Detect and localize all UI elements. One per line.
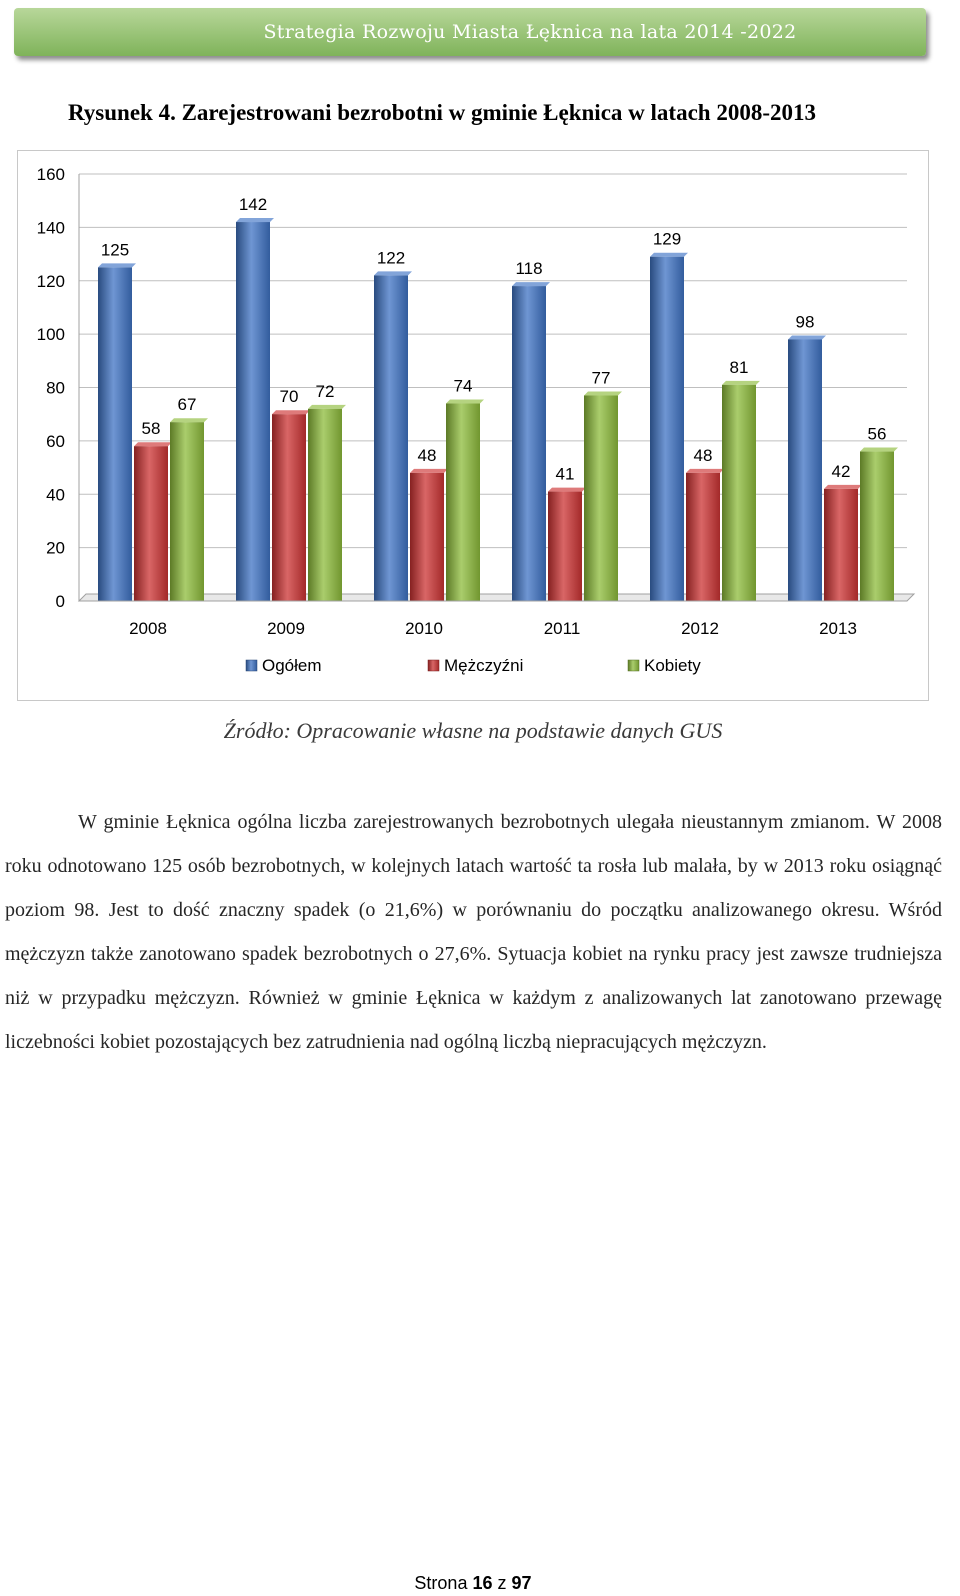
- legend-label: Kobiety: [644, 656, 701, 675]
- bar-kobiety-top: [308, 405, 346, 409]
- x-tick-label: 2008: [129, 619, 167, 638]
- footer-total-pages: 97: [511, 1573, 532, 1593]
- bar-kobiety-top: [860, 448, 898, 452]
- page-footer: [0, 1573, 946, 1594]
- data-label: 42: [831, 461, 851, 481]
- footer-prefix: Strona: [414, 1573, 468, 1593]
- legend-swatch: [246, 660, 257, 671]
- legend-swatch: [428, 660, 439, 671]
- bar-ogolem-top: [650, 253, 688, 257]
- legend-label: Mężczyźni: [444, 656, 524, 675]
- chart-frame: [17, 150, 929, 701]
- bar-ogolem-top: [374, 271, 412, 275]
- data-label: 98: [795, 312, 815, 332]
- y-tick-label: 60: [46, 431, 65, 451]
- bar-ogolem: [512, 286, 546, 601]
- data-label: 48: [693, 445, 713, 465]
- bar-kobiety-top: [170, 418, 208, 422]
- bar-kobiety: [584, 396, 618, 601]
- bar-ogolem: [650, 257, 684, 601]
- x-tick-label: 2013: [819, 619, 857, 638]
- data-label: 72: [315, 381, 335, 401]
- figure-source: Źródło: Opracowanie własne na podstawie danych GUS: [223, 718, 723, 743]
- bar-kobiety: [308, 409, 342, 601]
- bar-ogolem: [98, 267, 132, 601]
- data-label: 67: [177, 395, 197, 415]
- bar-mezczyzni: [410, 473, 444, 601]
- bar-mezczyzni: [686, 473, 720, 601]
- x-tick-label: 2011: [543, 619, 581, 638]
- bar-ogolem: [374, 275, 408, 601]
- data-label: 81: [729, 357, 749, 377]
- footer-separator: z: [497, 1573, 507, 1593]
- bar-mezczyzni: [134, 446, 168, 601]
- y-tick-label: 20: [46, 538, 65, 558]
- bar-ogolem-top: [236, 218, 274, 222]
- y-tick-label: 160: [36, 165, 65, 184]
- bar-kobiety-top: [722, 381, 760, 385]
- data-label: 122: [376, 248, 406, 268]
- bar-mezczyzni-top: [410, 469, 448, 473]
- bar-kobiety: [446, 404, 480, 601]
- y-tick-label: 0: [55, 592, 65, 611]
- bar-mezczyzni-top: [272, 410, 310, 414]
- footer-page-number: 16: [472, 1573, 493, 1593]
- y-tick-label: 40: [46, 485, 65, 505]
- data-label: 118: [515, 259, 543, 279]
- bar-mezczyzni-top: [134, 442, 172, 446]
- legend-label: Ogółem: [262, 656, 322, 675]
- x-tick-label: 2010: [405, 619, 443, 638]
- bar-kobiety: [170, 422, 204, 601]
- bar-ogolem: [788, 339, 822, 601]
- data-label: 77: [591, 368, 611, 388]
- bar-mezczyzni-top: [686, 469, 724, 473]
- bar-chart: [18, 151, 928, 700]
- header-title: Strategia Rozwoju Miasta Łęknica na lata 2014 -2022: [263, 21, 797, 43]
- data-label: 58: [141, 419, 161, 439]
- body-paragraph: [5, 800, 942, 1064]
- bar-kobiety: [860, 452, 894, 601]
- bar-ogolem-top: [98, 263, 136, 267]
- data-label: 56: [867, 424, 887, 444]
- body-paragraph-text: W gminie Łęknica ogólna liczba zarejestrowanych bezrobotnych ulegała nieustannym zmianom. W 2008 roku odnotowano 125 osób bezrobotnych, w kolejnych latach wartość ta rosła lub malała, by w 2013 roku osiągnąć poziom 98. Jest to dość znaczny spadek (o 21,6%) w porównaniu do początku analizowanego okresu. Wśród mężczyzn także zanotowano spadek bezrobotnych o 27,6%. Sytuacja kobiet na rynku pracy jest zawsze trudniejsza niż w przypadku mężczyzn. Również w gminie Łęknica w każdym z analizowanych lat zanotowano przewagę liczebności kobiet pozostających bez zatrudnienia nad ogólną liczbą niepracujących mężczyzn.: [5, 811, 942, 1053]
- bar-kobiety-top: [584, 392, 622, 396]
- bar-mezczyzni: [548, 492, 582, 601]
- data-label: 142: [238, 195, 268, 215]
- bar-mezczyzni: [272, 414, 306, 601]
- bar-mezczyzni-top: [548, 488, 586, 492]
- figure-title: Rysunek 4. Zarejestrowani bezrobotni w gminie Łęknica w latach 2008-2013: [68, 100, 816, 125]
- y-tick-label: 120: [36, 271, 65, 291]
- data-label: 125: [100, 240, 130, 260]
- header-banner: [14, 8, 926, 56]
- bar-mezczyzni: [824, 489, 858, 601]
- bar-mezczyzni-top: [824, 485, 862, 489]
- bar-kobiety: [722, 385, 756, 601]
- data-label: 41: [555, 464, 575, 484]
- x-tick-label: 2009: [267, 619, 305, 638]
- y-tick-label: 100: [36, 325, 65, 345]
- y-tick-label: 140: [36, 218, 65, 238]
- bar-ogolem-top: [788, 335, 826, 339]
- data-label: 129: [652, 229, 682, 249]
- x-tick-label: 2012: [681, 619, 719, 638]
- data-label: 70: [279, 387, 299, 407]
- bar-ogolem: [236, 222, 270, 601]
- y-tick-label: 80: [46, 378, 65, 398]
- bar-kobiety-top: [446, 400, 484, 404]
- data-label: 48: [417, 445, 437, 465]
- bar-ogolem-top: [512, 282, 550, 286]
- data-label: 74: [453, 376, 473, 396]
- legend-swatch: [628, 660, 639, 671]
